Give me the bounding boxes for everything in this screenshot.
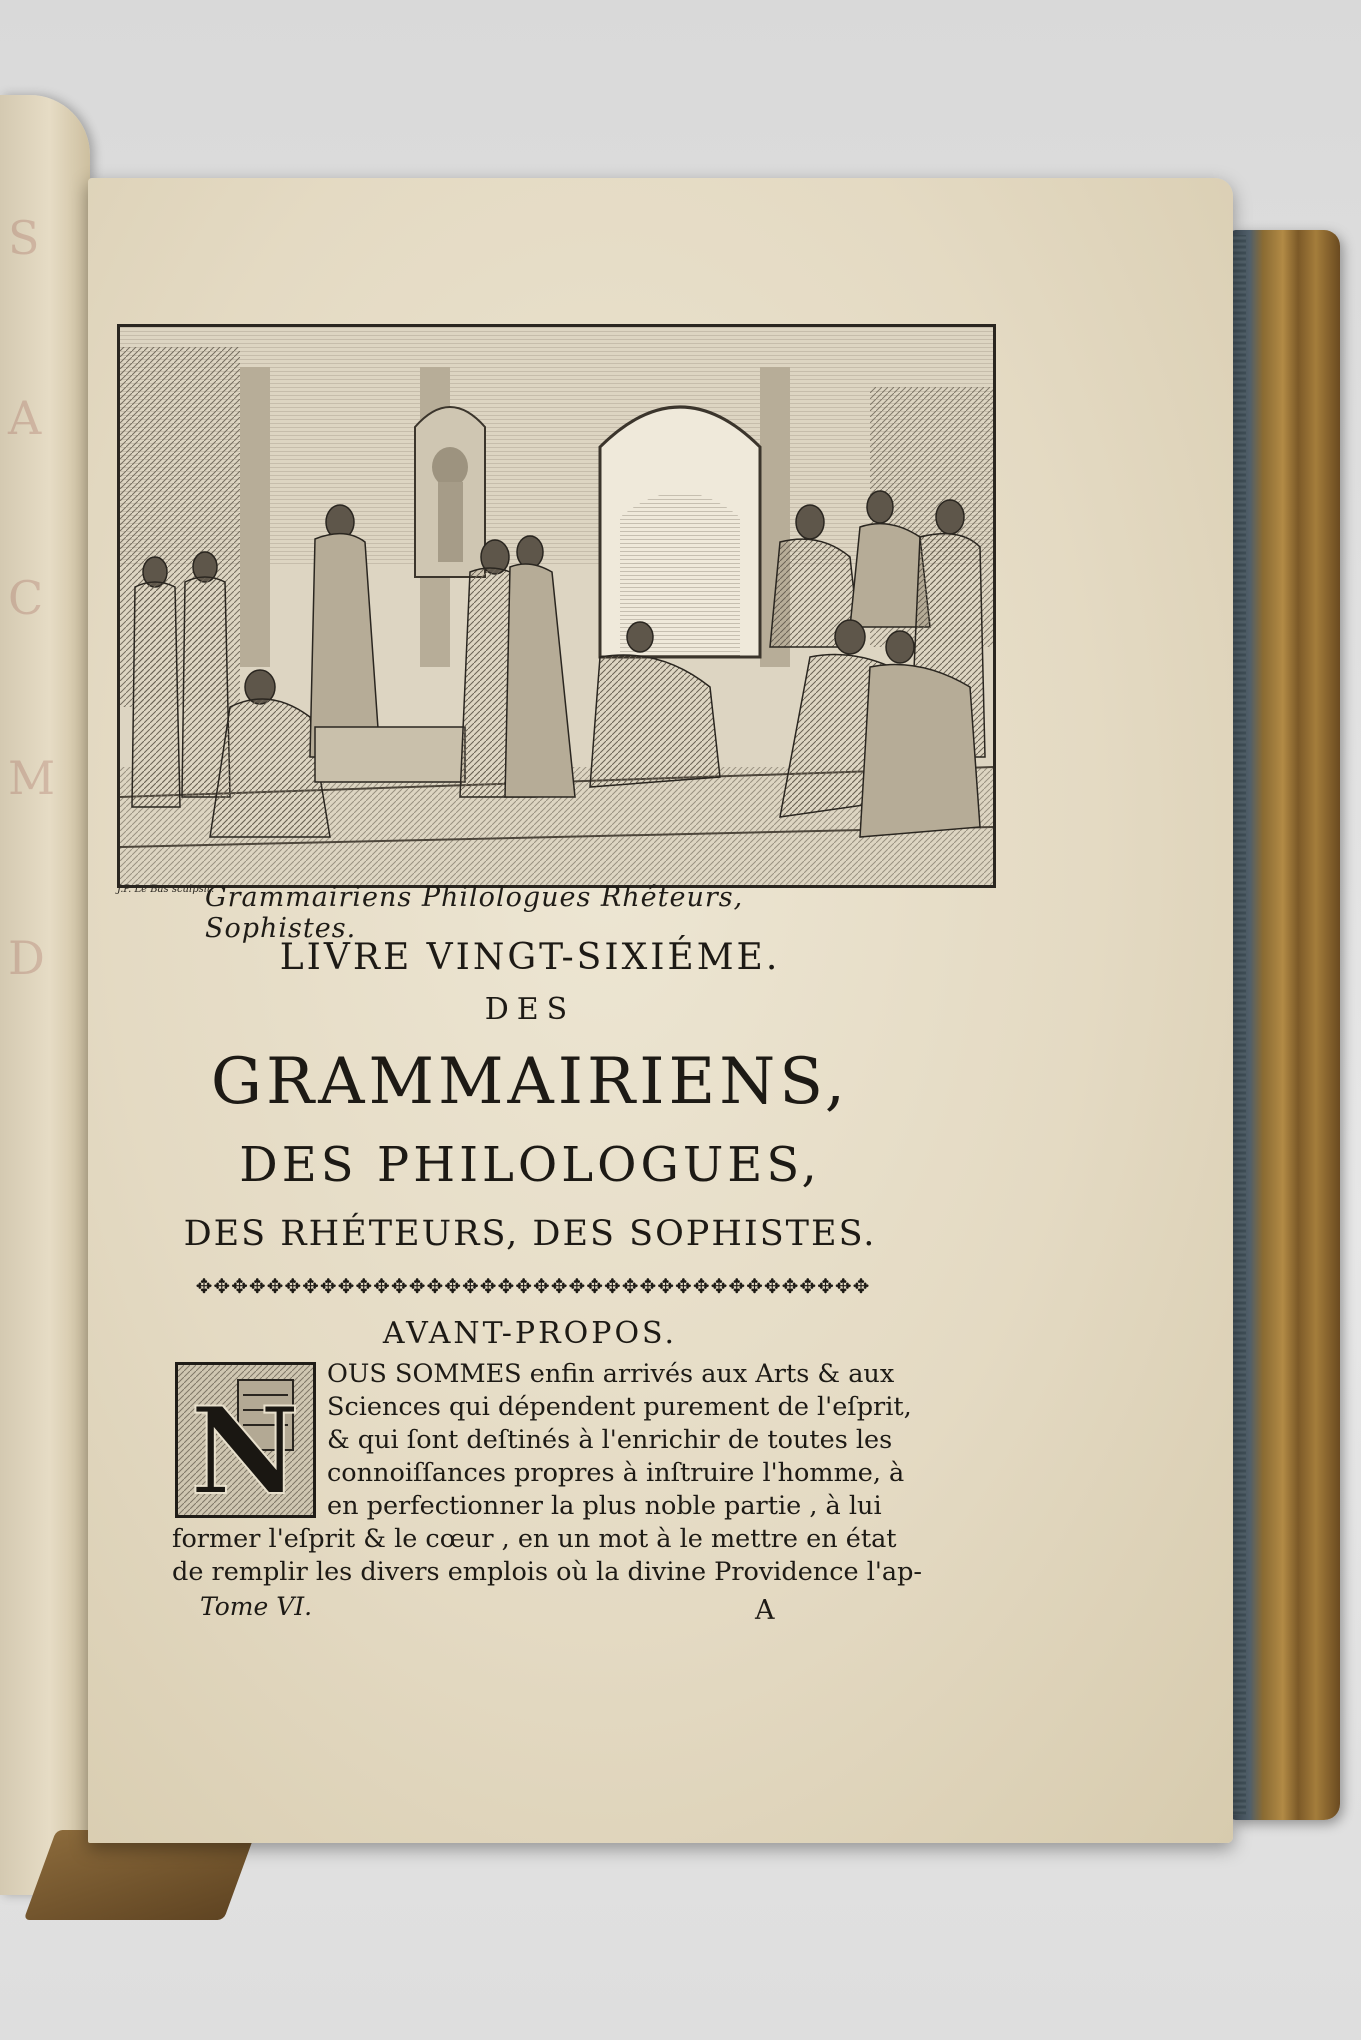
signature-mark: A [755, 1595, 775, 1626]
volume-footer: Tome VI. [200, 1592, 313, 1621]
plate-caption: Grammairiens Philologues Rhéteurs, Sophistes. [205, 882, 744, 944]
book-number-heading: LIVRE VINGT-SIXIÉME. [279, 937, 781, 978]
engraving-scene [120, 327, 993, 885]
bleed-through-letter: D [8, 931, 45, 985]
decorated-initial [175, 1362, 316, 1518]
text-line: former l'eſprit & le cœur , en un mot à le mettre en état [172, 1524, 897, 1554]
heading-des: DES [484, 992, 576, 1027]
text-line: connoiſſances propres à inſtruire l'homme, à [327, 1458, 905, 1488]
text-line: & qui ſont deſtinés à l'enrichir de toutes les [327, 1425, 893, 1455]
text-line: de remplir les divers emplois où la divine Providence l'ap- [172, 1557, 923, 1587]
drop-cap-n [178, 1365, 313, 1515]
text-line: Sciences qui dépendent purement de l'eſprit, [327, 1392, 912, 1422]
title-philologues: DES PHILOLOGUES, [239, 1137, 821, 1193]
bleed-through-letter: A [8, 391, 42, 445]
section-heading-avant-propos: AVANT-PROPOS. [382, 1316, 678, 1351]
text-line: en perfectionner la plus noble partie , à lui [327, 1491, 882, 1521]
engraver-credit: J.P. Le Bas sculpsit. [117, 884, 215, 895]
title-rheteurs-sophistes: DES RHÉTEURS, DES SOPHISTES. [183, 1214, 877, 1254]
ornament-rule: ✥✥✥✥✥✥✥✥✥✥✥✥✥✥✥✥✥✥✥✥✥✥✥✥✥✥✥✥✥✥✥✥✥✥✥✥✥✥ [195, 1274, 871, 1298]
bleed-through-letter: M [8, 751, 56, 805]
book-spine-gilt [1230, 230, 1340, 1820]
bleed-through-letter: C [8, 571, 44, 625]
title-grammairiens: GRAMMAIRIENS, [210, 1045, 850, 1119]
drop-cap-letter: N [190, 1381, 300, 1515]
text-line: OUS SOMMES enfin arrivés aux Arts & aux [327, 1359, 895, 1389]
engraved-plate [117, 324, 996, 888]
left-page-edge [0, 95, 90, 1895]
leather-strap [24, 1830, 257, 1920]
bleed-through-letter: S [8, 211, 40, 265]
